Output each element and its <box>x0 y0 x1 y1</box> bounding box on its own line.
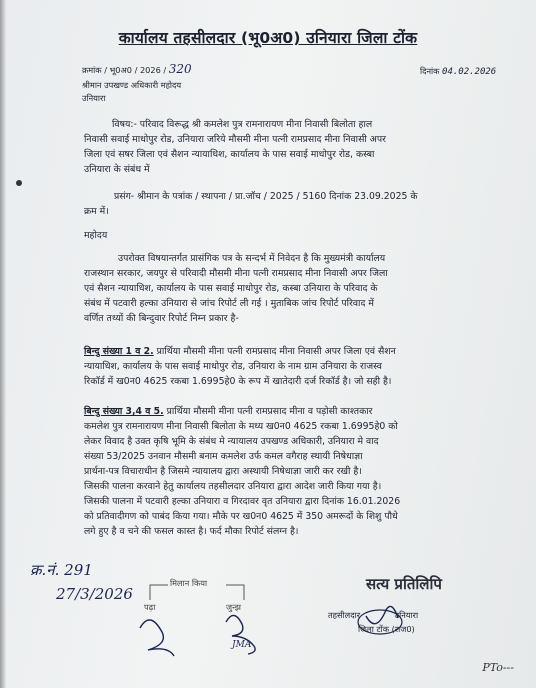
office-stamp-line-2: जिला टोंक (राज0) <box>358 624 415 634</box>
reference-number-handwritten: 320 <box>168 62 192 76</box>
reference-line-2: क्रम में। <box>84 206 109 217</box>
handwritten-receipt-number: क्र.नं. 291 <box>30 561 93 579</box>
office-stamp-line-1 <box>328 610 418 621</box>
addressee-line-2: उनियारा <box>82 93 106 103</box>
sign-mark: JMA <box>232 640 252 650</box>
point2-line-7: जिसकी पालना में पटवारी हल्का उनियारा व गिरदावर वृत उनियारा द्वारा दिनांक 16.01.2026 <box>84 496 401 507</box>
page-title: कार्यालय तहसीलदार (भू0अ0) उनियारा जिला टोंक <box>118 29 418 47</box>
para1-line-1: उपरोक्त विषयान्तर्गत प्रासंगिक पत्र के सन्दर्भ में निवेदन है कि मुख्यमंत्री कार्यालय <box>118 253 386 264</box>
milan-label: मिलान किया <box>170 578 208 588</box>
document-date <box>420 66 496 77</box>
point2-line-2: कमलेश पुत्र रामनारायण मीना निवासी बिलोता के मध्य ख0न0 4625 रकबा 1.6995हे0 को <box>84 421 398 432</box>
point2-line-4: संख्या 53/2025 उनवान मौसमी बनाम कमलेश उर्फ कमल वगैराह स्थायी निषेधाज्ञा <box>84 451 363 462</box>
subject-line-2: निवासी सवाई माधोपुर रोड, उनियारा जरिये मौसमी मीना पत्नी रामप्रसाद मीना निवासी अपर <box>84 134 386 145</box>
subject-line-4: उनियारा के संबंध में <box>84 164 150 175</box>
true-copy-stamp: सत्य प्रतिलिपि <box>366 575 442 593</box>
punch-hole <box>16 180 22 186</box>
right-sign-label: जुन्झ <box>226 602 241 612</box>
point1-line-3: रिकॉर्ड में ख0न0 4625 रकबा 1.6995हे0 के रूप में खातेदारी दर्ज रिकॉर्ड है। जो सही है। <box>84 376 392 387</box>
date-value: 04.02.2026 <box>442 67 497 77</box>
point1-text-1: प्रार्थिया मौसमी मीना पत्नी रामप्रसाद मीना निवासी अपर जिला एवं सैशन <box>156 346 396 357</box>
left-sign-label: पढ़ा <box>144 602 156 612</box>
subject-line-3: जिला एवं सषर जिला एवं सैशन न्यायाधिश, कार्यालय के पास सवाई माधोपुर रोड, कस्बा <box>84 149 375 160</box>
point1-line-1 <box>84 344 396 357</box>
page-turn-note: PTo--- <box>482 661 514 674</box>
reference-number-label: क्रमांक / भू0अ0 / 2026 / <box>82 65 167 75</box>
addressee-line-1: श्रीमान उपखण्ड अधिकारी महोदय <box>82 80 182 90</box>
page-edge-shadow <box>0 0 6 688</box>
salutation: महोदय <box>84 230 108 241</box>
point1-line-2: न्यायाधिश, कार्यालय के पास सवाई माधोपुर रोड, उनियारा के नाम ग्राम उनियारा के राजस्व <box>84 361 382 372</box>
left-signature <box>140 620 174 656</box>
point2-line-6: जिसकी पालना करवाने हेतु कार्यालय तहसीलदार उनियारा द्वारा आदेश जारी किया गया है। <box>84 481 382 492</box>
point2-line-9: लगे हुए है व चने की फसल कास्त है। फर्द मौका रिपोर्ट संलग्न है। <box>84 526 299 537</box>
para1-line-2: राजस्थान सरकार, जयपुर से परिवादी मौसमी मीना पत्नी रामप्रसाद मीना निवासी अपर जिला <box>84 268 388 279</box>
office-designation: तहसीलदार <box>328 610 361 620</box>
office-location: उनियारा <box>394 610 419 620</box>
subject-line-1: विषय:- परिवाद विरूद्ध श्री कमलेश पुत्र रामनारायण मीना निवासी बिलोता हाल <box>112 119 373 130</box>
point2-line-1 <box>84 404 372 417</box>
reference-line-1: प्रसंग- श्रीमान के पत्रांक / स्थापना / प्रा.जॉच / 2025 / 5160 दिनांक 23.09.2025 के <box>114 191 418 202</box>
date-label: दिनांक <box>420 66 440 76</box>
reference-number <box>82 62 192 76</box>
point1-label: बिन्दु संख्या 1 व 2. <box>84 346 154 357</box>
para1-line-4: संबंध में पटवारी हल्का उनियारा से जांच रिपोर्ट ली गई । मुताबिक जांच रिपोर्ट परिवाद में <box>84 298 374 309</box>
point2-line-8: को प्रतिवादीगण को पाबंद किया गया। मौके पर ख0न0 4625 में 350 अमरूदों के शिशु पौधे <box>84 511 398 522</box>
point2-line-5: प्रार्थना-पत्र विचाराधीन है जिसमे न्यायालय द्वारा अस्थायी निषेधाज्ञा जारी कर रखी है। <box>84 466 362 477</box>
handwritten-receipt-date: 27/3/2026 <box>56 585 133 603</box>
point2-label: बिन्दु संख्या 3,4 व 5. <box>84 406 164 417</box>
point2-line-3: लेकर विवाद है उक्त कृषि भूमि के संबंध मे न्यायालय उपखण्ड अधिकारी, उनियारा मे वाद <box>84 436 379 447</box>
para1-line-3: एवं सैशन न्यायाधिश, कार्यालय के पास सवाई माधोपुर रोड, कस्बा उनियारा के परिवाद के <box>84 283 378 294</box>
para1-line-5: वर्णित तथ्यों की बिन्दुवार रिपोर्ट निम्न प्रकार है- <box>84 313 239 324</box>
point2-text-1: प्रार्थिया मौसमी मीना पत्नी रामप्रसाद मीना व पड़ोसी काश्तकार <box>166 406 373 417</box>
